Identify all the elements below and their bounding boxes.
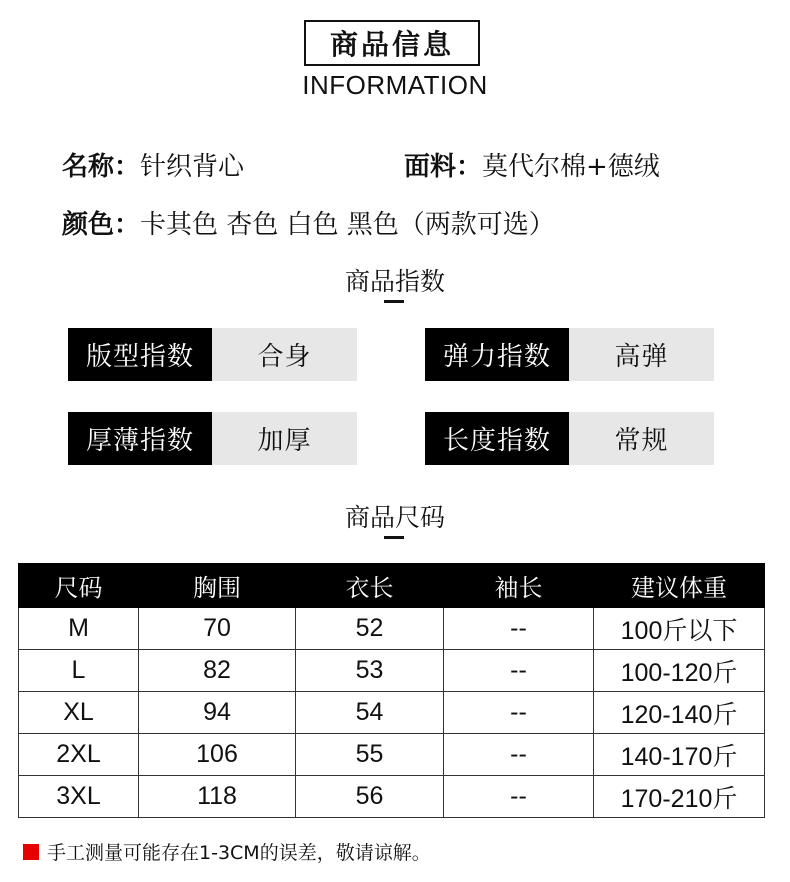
- table-cell: 3XL: [19, 776, 139, 818]
- table-row: [19, 692, 765, 734]
- table-cell: --: [444, 608, 594, 650]
- table-header-row: [19, 564, 765, 608]
- spec-label: 弹力指数: [425, 328, 569, 381]
- spec-label: 厚薄指数: [68, 412, 212, 465]
- table-row: [19, 608, 765, 650]
- table-cell: --: [444, 650, 594, 692]
- section-underline: [384, 300, 404, 303]
- table-row: [19, 734, 765, 776]
- column-header: 衣长: [296, 564, 444, 608]
- column-header: 胸围: [139, 564, 296, 608]
- red-square-icon: [23, 844, 39, 860]
- table-cell: XL: [19, 692, 139, 734]
- column-header: 袖长: [444, 564, 594, 608]
- table-cell: 100-120斤: [594, 650, 765, 692]
- info-color-value: 卡其色 杏色 白色 黑色（两款可选）: [140, 210, 555, 240]
- spec-label: 版型指数: [68, 328, 212, 381]
- table-cell: 100斤以下: [594, 608, 765, 650]
- info-name-label: 名称：: [62, 152, 141, 182]
- table-cell: 53: [296, 650, 444, 692]
- info-fabric-value: 莫代尔棉+德绒: [482, 152, 660, 182]
- table-cell: 106: [139, 734, 296, 776]
- spec-value: 高弹: [569, 328, 714, 381]
- table-cell: 170-210斤: [594, 776, 765, 818]
- index-section-title: 商品指数: [344, 267, 445, 296]
- table-row: [19, 776, 765, 818]
- size-table: [18, 563, 765, 818]
- column-header: 建议体重: [594, 564, 765, 608]
- spec-fit: [68, 328, 357, 381]
- info-color-row: [62, 204, 555, 241]
- table-cell: 120-140斤: [594, 692, 765, 734]
- spec-value: 常规: [569, 412, 714, 465]
- table-cell: --: [444, 692, 594, 734]
- spec-value: 合身: [212, 328, 357, 381]
- spec-label: 长度指数: [425, 412, 569, 465]
- spec-elasticity: [425, 328, 714, 381]
- column-header: 尺码: [19, 564, 139, 608]
- table-cell: L: [19, 650, 139, 692]
- section-title-box: [304, 20, 480, 66]
- info-fabric-label: 面料：: [404, 152, 483, 182]
- page-title: 商品信息: [329, 28, 454, 61]
- table-cell: 94: [139, 692, 296, 734]
- table-cell: 140-170斤: [594, 734, 765, 776]
- table-cell: 82: [139, 650, 296, 692]
- table-cell: --: [444, 776, 594, 818]
- table-cell: 56: [296, 776, 444, 818]
- page-subtitle: INFORMATION: [302, 70, 488, 100]
- table-cell: 118: [139, 776, 296, 818]
- size-section-title: 商品尺码: [344, 503, 445, 532]
- info-color-label: 颜色：: [62, 210, 141, 240]
- info-name-value: 针织背心: [140, 152, 245, 182]
- info-fabric-row: [404, 146, 660, 183]
- info-name-row: [62, 146, 244, 183]
- note-text: 手工测量可能存在1-3CM的误差，敬请谅解。: [47, 842, 431, 864]
- measurement-note: [23, 838, 431, 865]
- spec-length: [425, 412, 714, 465]
- table-row: [19, 650, 765, 692]
- spec-value: 加厚: [212, 412, 357, 465]
- section-underline: [384, 536, 404, 539]
- table-cell: M: [19, 608, 139, 650]
- table-cell: 54: [296, 692, 444, 734]
- table-cell: 70: [139, 608, 296, 650]
- spec-thickness: [68, 412, 357, 465]
- table-cell: 55: [296, 734, 444, 776]
- table-cell: 2XL: [19, 734, 139, 776]
- table-cell: --: [444, 734, 594, 776]
- table-cell: 52: [296, 608, 444, 650]
